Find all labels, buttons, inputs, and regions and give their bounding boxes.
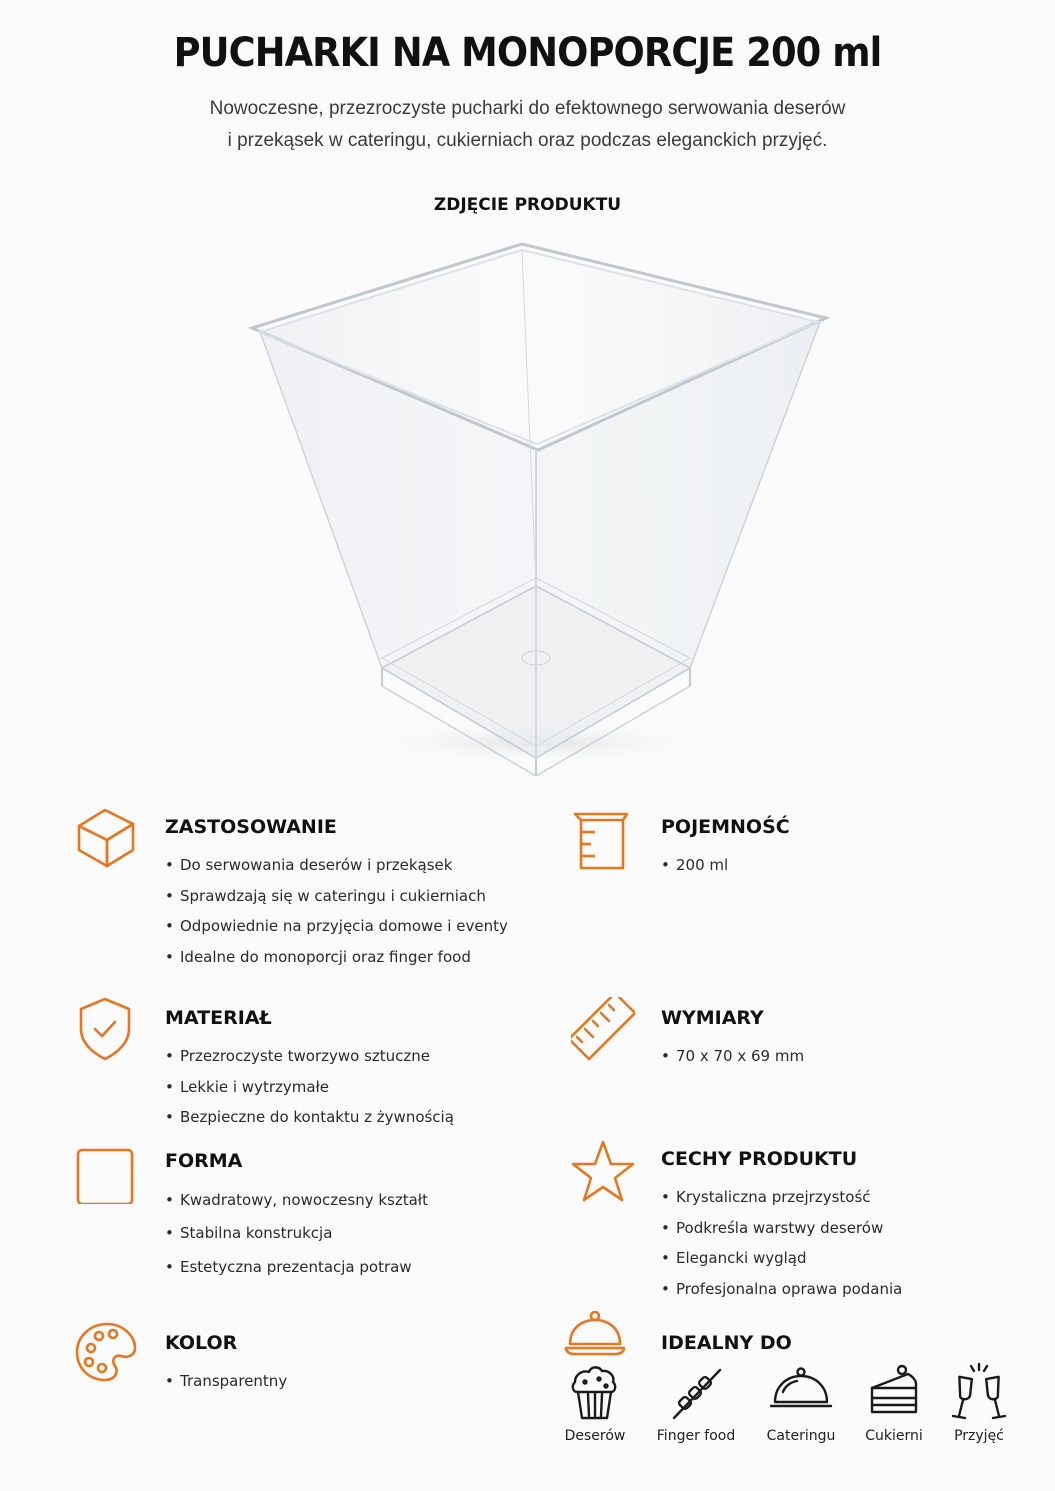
ideal-items xyxy=(561,1362,1031,1462)
ideal-item-label: Cateringu xyxy=(766,1428,836,1444)
list-item: • Lekkie i wytrzymałe xyxy=(165,1072,454,1103)
list-item: • Bezpieczne do kontaktu z żywnością xyxy=(165,1102,454,1133)
ideal-item-label: Cukierni xyxy=(865,1428,923,1444)
list-item: • Transparentny xyxy=(165,1366,287,1397)
section-list xyxy=(165,1184,428,1285)
ideal-item-deserow xyxy=(545,1362,645,1444)
section-title: WYMIARY xyxy=(661,1007,764,1029)
product-photo xyxy=(240,228,840,788)
ideal-item-label: Finger food xyxy=(656,1428,736,1444)
subtitle-line-1: Nowoczesne, przezroczyste pucharki do efektownego serwowania deserów xyxy=(209,98,846,119)
list-item: • Stabilna konstrukcja xyxy=(165,1217,428,1250)
ideal-item-label: Deserów xyxy=(564,1428,626,1444)
section-list xyxy=(165,1041,454,1133)
section-list xyxy=(165,1366,287,1397)
list-item: • Elegancki wygląd xyxy=(661,1243,902,1274)
list-item: • Podkreśla warstwy deserów xyxy=(661,1213,902,1244)
cloche-icon xyxy=(769,1362,833,1422)
section-title: FORMA xyxy=(165,1150,243,1172)
section-title: ZASTOSOWANIE xyxy=(165,816,337,838)
section-title: MATERIAŁ xyxy=(165,1007,272,1029)
champagne-glasses-icon xyxy=(951,1362,1007,1422)
ideal-item-cateringu xyxy=(751,1362,851,1444)
list-item: • Odpowiednie na przyjęcia domowe i eventy xyxy=(165,911,508,942)
section-title: POJEMNOŚĆ xyxy=(661,816,790,838)
list-item: • 200 ml xyxy=(661,850,728,881)
cake-slice-icon xyxy=(868,1362,920,1422)
measuring-cup-icon xyxy=(571,806,635,870)
section-list xyxy=(661,1041,804,1072)
list-item: • Sprawdzają się w cateringu i cukierniach xyxy=(165,881,508,912)
ideal-item-label: Przyjęć xyxy=(954,1428,1004,1444)
list-item: • 70 x 70 x 69 mm xyxy=(661,1041,804,1072)
box-icon xyxy=(75,806,139,870)
star-icon xyxy=(571,1138,635,1202)
section-list xyxy=(661,850,728,881)
shield-check-icon xyxy=(75,997,139,1061)
palette-icon xyxy=(75,1322,139,1386)
list-item: • Idealne do monoporcji oraz finger food xyxy=(165,942,508,973)
section-title: IDEALNY DO xyxy=(661,1332,792,1354)
list-item: • Krystaliczna przejrzystość xyxy=(661,1182,902,1213)
cupcake-icon xyxy=(569,1362,621,1422)
subtitle-line-2: i przekąsek w cateringu, cukierniach oraz podczas eleganckich przyjęć. xyxy=(227,130,828,151)
list-item: • Estetyczna prezentacja potraw xyxy=(165,1250,428,1285)
section-title: KOLOR xyxy=(165,1332,238,1354)
section-list xyxy=(165,850,508,972)
skewer-icon xyxy=(670,1362,722,1422)
list-item: • Kwadratowy, nowoczesny kształt xyxy=(165,1184,428,1217)
section-list xyxy=(661,1182,902,1304)
square-icon xyxy=(75,1140,139,1204)
photo-label: ZDJĘCIE PRODUKTU xyxy=(433,195,622,215)
ideal-item-finger-food xyxy=(646,1362,746,1444)
ruler-icon xyxy=(571,997,635,1061)
ideal-item-przyjec xyxy=(929,1362,1029,1444)
list-item: • Profesjonalna oprawa podania xyxy=(661,1274,902,1305)
list-item: • Przezroczyste tworzywo sztuczne xyxy=(165,1041,454,1072)
page-title: PUCHARKI NA MONOPORCJE 200 ml xyxy=(173,30,882,76)
page-subtitle xyxy=(0,93,1055,157)
section-title: CECHY PRODUKTU xyxy=(661,1148,858,1170)
list-item: • Do serwowania deserów i przekąsek xyxy=(165,850,508,881)
